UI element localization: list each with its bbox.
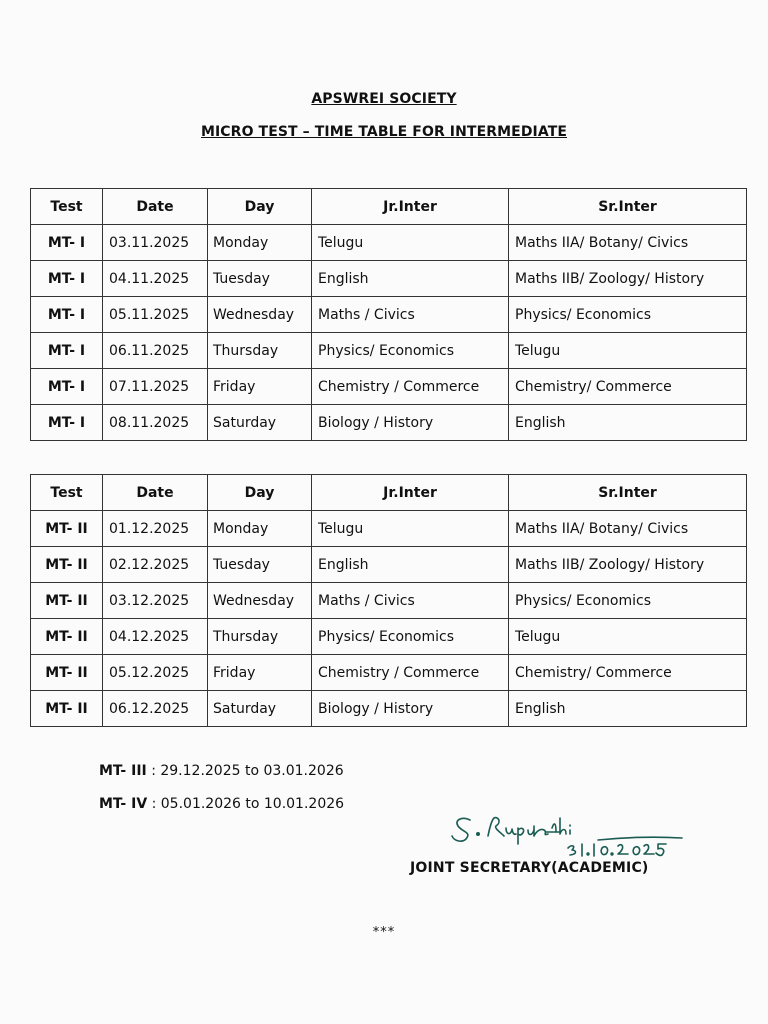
sr-inter-cell: Physics/ Economics xyxy=(509,297,747,333)
test-cell: MT- I xyxy=(31,261,103,297)
sr-inter-cell: Maths IIB/ Zoology/ History xyxy=(509,261,747,297)
jr-inter-cell: English xyxy=(312,547,509,583)
date-cell: 06.12.2025 xyxy=(103,691,208,727)
test-cell: MT- I xyxy=(31,297,103,333)
timetable-mt1 xyxy=(30,188,747,441)
column-header-test: Test xyxy=(31,475,103,511)
column-header-date: Date xyxy=(103,189,208,225)
test-cell: MT- II xyxy=(31,583,103,619)
day-cell: Saturday xyxy=(208,405,312,441)
table-row xyxy=(31,547,747,583)
date-cell: 01.12.2025 xyxy=(103,511,208,547)
day-cell: Monday xyxy=(208,511,312,547)
test-cell: MT- I xyxy=(31,369,103,405)
day-cell: Tuesday xyxy=(208,261,312,297)
date-cell: 07.11.2025 xyxy=(103,369,208,405)
sr-inter-cell: English xyxy=(509,405,747,441)
day-cell: Thursday xyxy=(208,619,312,655)
sr-inter-cell: Maths IIB/ Zoology/ History xyxy=(509,547,747,583)
mt4-dates: : 05.01.2026 to 10.01.2026 xyxy=(147,796,345,812)
signatory-designation: JOINT SECRETARY(ACADEMIC) xyxy=(410,860,649,876)
column-header-day: Day xyxy=(208,189,312,225)
table-row xyxy=(31,405,747,441)
jr-inter-cell: Maths / Civics xyxy=(312,297,509,333)
table-header-row xyxy=(31,475,747,511)
column-header-sr-inter: Sr.Inter xyxy=(509,475,747,511)
handwritten-signature xyxy=(448,808,688,858)
date-cell: 05.12.2025 xyxy=(103,655,208,691)
date-cell: 03.11.2025 xyxy=(103,225,208,261)
test-cell: MT- I xyxy=(31,333,103,369)
date-cell: 04.11.2025 xyxy=(103,261,208,297)
mt3-dates: : 29.12.2025 to 03.01.2026 xyxy=(146,763,344,779)
organization-title: APSWREI SOCIETY xyxy=(311,91,457,107)
mt4-schedule-line xyxy=(99,796,344,812)
column-header-jr-inter: Jr.Inter xyxy=(312,189,509,225)
day-cell: Saturday xyxy=(208,691,312,727)
table-row xyxy=(31,369,747,405)
test-cell: MT- II xyxy=(31,619,103,655)
sr-inter-cell: Telugu xyxy=(509,619,747,655)
mt3-schedule-line xyxy=(99,763,344,779)
document-title: MICRO TEST – TIME TABLE FOR INTERMEDIATE xyxy=(200,124,568,140)
sr-inter-cell: Telugu xyxy=(509,333,747,369)
table-row xyxy=(31,333,747,369)
day-cell: Friday xyxy=(208,369,312,405)
table-header-row xyxy=(31,189,747,225)
date-cell: 04.12.2025 xyxy=(103,619,208,655)
mt4-label: MT- IV xyxy=(99,796,148,812)
day-cell: Wednesday xyxy=(208,583,312,619)
table-row xyxy=(31,655,747,691)
test-cell: MT- I xyxy=(31,405,103,441)
table-row xyxy=(31,691,747,727)
table-row xyxy=(31,619,747,655)
test-cell: MT- II xyxy=(31,655,103,691)
jr-inter-cell: Telugu xyxy=(312,511,509,547)
table-row xyxy=(31,261,747,297)
jr-inter-cell: Physics/ Economics xyxy=(312,333,509,369)
day-cell: Thursday xyxy=(208,333,312,369)
date-cell: 08.11.2025 xyxy=(103,405,208,441)
table-row xyxy=(31,583,747,619)
day-cell: Monday xyxy=(208,225,312,261)
table-row xyxy=(31,511,747,547)
day-cell: Wednesday xyxy=(208,297,312,333)
jr-inter-cell: Chemistry / Commerce xyxy=(312,655,509,691)
date-cell: 03.12.2025 xyxy=(103,583,208,619)
test-cell: MT- II xyxy=(31,547,103,583)
column-header-day: Day xyxy=(208,475,312,511)
column-header-date: Date xyxy=(103,475,208,511)
sr-inter-cell: English xyxy=(509,691,747,727)
date-cell: 05.11.2025 xyxy=(103,297,208,333)
column-header-sr-inter: Sr.Inter xyxy=(509,189,747,225)
column-header-jr-inter: Jr.Inter xyxy=(312,475,509,511)
jr-inter-cell: Maths / Civics xyxy=(312,583,509,619)
jr-inter-cell: Biology / History xyxy=(312,405,509,441)
sr-inter-cell: Maths IIA/ Botany/ Civics xyxy=(509,511,747,547)
sr-inter-cell: Physics/ Economics xyxy=(509,583,747,619)
sr-inter-cell: Chemistry/ Commerce xyxy=(509,655,747,691)
table-row xyxy=(31,297,747,333)
mt3-label: MT- III xyxy=(99,763,147,779)
jr-inter-cell: Telugu xyxy=(312,225,509,261)
jr-inter-cell: Biology / History xyxy=(312,691,509,727)
table-row xyxy=(31,225,747,261)
jr-inter-cell: Physics/ Economics xyxy=(312,619,509,655)
end-of-document-mark: *** xyxy=(372,925,396,940)
sr-inter-cell: Maths IIA/ Botany/ Civics xyxy=(509,225,747,261)
test-cell: MT- II xyxy=(31,691,103,727)
jr-inter-cell: Chemistry / Commerce xyxy=(312,369,509,405)
day-cell: Friday xyxy=(208,655,312,691)
test-cell: MT- I xyxy=(31,225,103,261)
timetable-mt2 xyxy=(30,474,747,727)
day-cell: Tuesday xyxy=(208,547,312,583)
date-cell: 02.12.2025 xyxy=(103,547,208,583)
column-header-test: Test xyxy=(31,189,103,225)
test-cell: MT- II xyxy=(31,511,103,547)
date-cell: 06.11.2025 xyxy=(103,333,208,369)
jr-inter-cell: English xyxy=(312,261,509,297)
sr-inter-cell: Chemistry/ Commerce xyxy=(509,369,747,405)
